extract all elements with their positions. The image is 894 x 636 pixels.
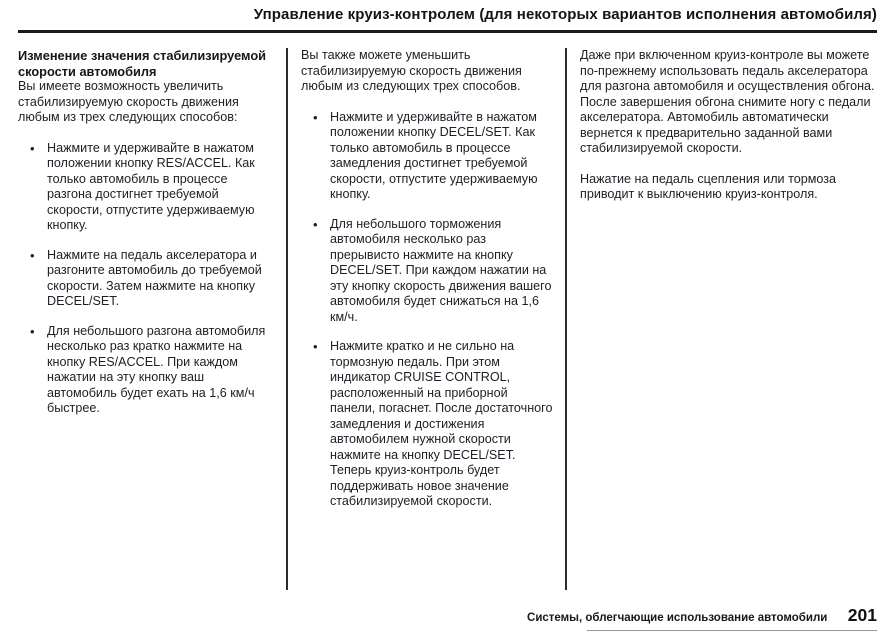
footer-rule	[587, 630, 877, 631]
body-paragraph: Нажатие на педаль сцепления или тормоза приводит к выключению круиз-контроля.	[580, 171, 837, 201]
section-heading: Изменение значения стабилизируемой скорости автомобиля	[18, 48, 267, 79]
page-title: Управление круиз-контролем (для некоторых вариантов исполнения автомобиля)	[253, 6, 877, 23]
body-paragraph: Даже при включенном круиз-контроле вы можете по-прежнему использовать педаль акселератора для разгона автомобиля и осуществления обгона. После завершения обгона снимите ногу с педали акселератора. Автомобиль автоматически вернется к предварительно заданной вами стабилизируемой скорости.	[580, 48, 875, 155]
footer-section-title: Системы, облегчающие использование автомобили	[527, 612, 828, 624]
bullet-item	[301, 217, 553, 326]
bullet-icon: •	[30, 140, 35, 156]
bullet-icon: •	[30, 323, 35, 339]
bullet-item	[18, 141, 272, 234]
header-rule	[18, 30, 877, 33]
bullet-item	[18, 324, 272, 417]
bullet-icon: •	[313, 216, 318, 232]
bullet-text: Нажмите кратко и не сильно на тормозную педаль. При этом индикатор CRUISE CONTROL, расположенный на приборной панели, погаснет. После достаточного замедления и достижения автомобилем нужной скорости нажмите на кнопку DECEL/SET. Теперь круиз-контроль будет поддерживать новое значение стабилизируемой скорости.	[330, 339, 553, 508]
bullet-item	[301, 110, 553, 203]
bullet-text: Нажмите и удерживайте в нажатом положении кнопку RES/ACCEL. Как только автомобиль в процессе разгона достигнет требуемой скорости, отпустите удерживаемую кнопку.	[47, 140, 255, 232]
intro-paragraph: Вы также можете уменьшить стабилизируемую скорость движения любым из следующих трех способов.	[301, 48, 522, 93]
column-accelerator-notes	[567, 48, 877, 590]
intro-paragraph: Вы имеете возможность увеличить стабилизируемую скорость движения любым из трех следующих способов:	[18, 79, 239, 124]
column-increase-speed	[18, 48, 286, 590]
columns-container	[18, 48, 877, 590]
page-footer	[527, 605, 877, 626]
bullet-icon: •	[313, 339, 318, 354]
bullet-text: Нажмите и удерживайте в нажатом положении кнопку DECEL/SET. Как только автомобиль в процессе замедления достигнет требуемой скорости, отпустите удерживаемую кнопку.	[330, 109, 538, 201]
bullet-icon: •	[30, 247, 35, 263]
column-decrease-speed	[288, 48, 565, 590]
bullet-list	[18, 141, 272, 417]
bullet-text: Для небольшого торможения автомобиля несколько раз прерывисто нажмите на кнопку DECEL/SET. При каждом нажатии на эту кнопку скорость движения вашего автомобиля будет снижаться на 1,6 км/ч.	[330, 216, 552, 324]
bullet-text: Для небольшого разгона автомобиля несколько раз кратко нажмите на кнопку RES/ACCEL. При каждом нажатии на эту кнопку ваш автомобиль будет ехать на 1,6 км/ч быстрее.	[47, 323, 266, 415]
bullet-list	[301, 110, 553, 510]
bullet-icon: •	[313, 109, 318, 125]
bullet-text: Нажмите на педаль акселератора и разгоните автомобиль до требуемой скорости. Затем нажмите на кнопку DECEL/SET.	[47, 247, 262, 308]
page-number: 201	[847, 605, 877, 625]
bullet-item	[301, 339, 553, 510]
bullet-item	[18, 248, 272, 310]
